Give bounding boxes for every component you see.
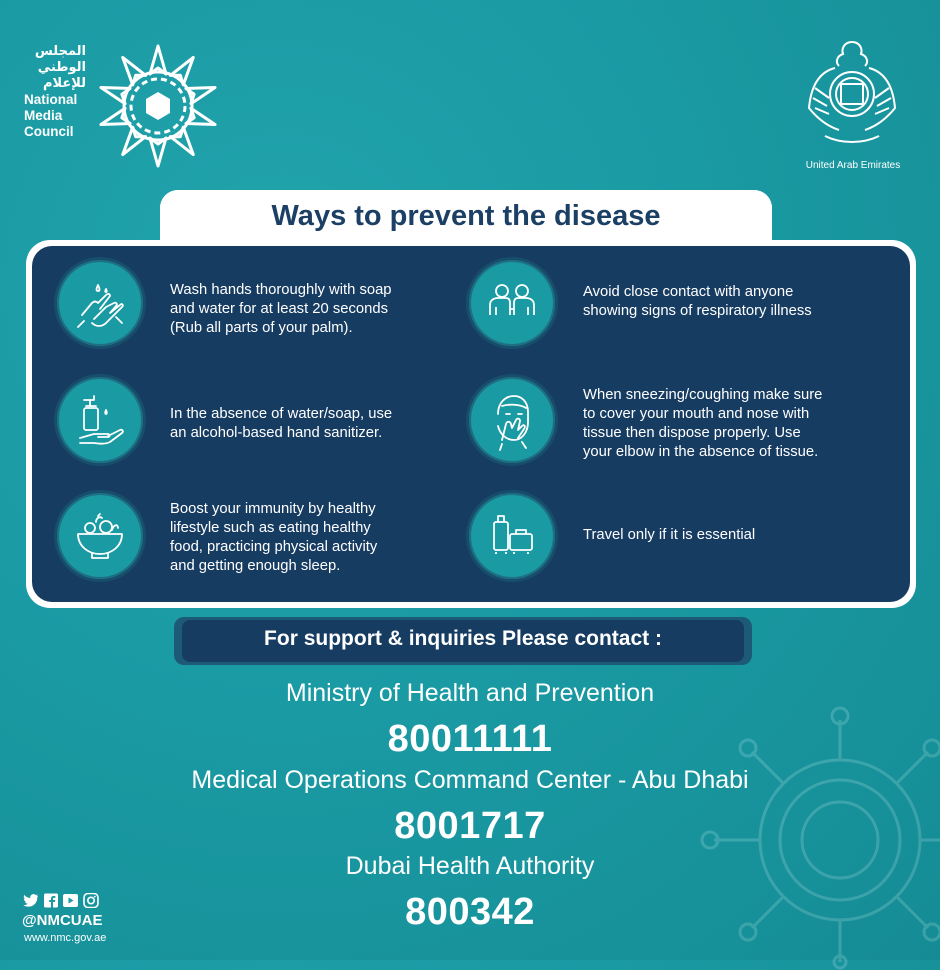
tip-5-line-2: lifestyle such as eating healthy — [170, 520, 371, 536]
tip-4-icon-circle — [466, 374, 558, 466]
nmc-star-logo-icon — [90, 38, 226, 174]
tip-3-line-1: In the absence of water/soap, use — [170, 406, 393, 422]
contact-number-3[interactable]: 800342 — [405, 891, 535, 933]
page-title: Ways to prevent the disease — [271, 200, 661, 232]
contact-heading: For support & inquiries Please contact : — [264, 627, 662, 650]
twitter-icon[interactable] — [22, 893, 39, 908]
people-distance-icon — [466, 257, 558, 349]
tip-4-line-2: to cover your mouth and nose with — [583, 406, 810, 422]
uae-label: United Arab Emirates — [805, 160, 901, 171]
tip-4-line-1: When sneezing/coughing make sure — [583, 387, 823, 403]
tip-5-line-4: and getting enough sleep. — [170, 558, 341, 574]
hand-washing-icon — [54, 257, 146, 349]
nmc-english-line-2: Media — [24, 108, 63, 123]
tip-2-text — [583, 283, 812, 321]
uae-emblem-icon — [805, 38, 899, 148]
tip-3-text — [170, 405, 392, 443]
contact-org-2: Medical Operations Command Center - Abu Dhabi — [191, 766, 749, 794]
healthy-food-bowl-icon — [54, 490, 146, 582]
youtube-icon[interactable] — [62, 893, 79, 908]
contact-org-1: Ministry of Health and Prevention — [285, 679, 655, 707]
tip-3-line-2: an alcohol-based hand sanitizer. — [170, 425, 383, 441]
tip-6-text — [583, 526, 755, 545]
nmc-english-line-3: Council — [24, 124, 74, 139]
contact-number-1[interactable]: 80011111 — [387, 718, 553, 760]
tip-1-line-1: Wash hands thoroughly with soap — [170, 282, 392, 298]
hand-sanitizer-icon — [54, 374, 146, 466]
tip-2-line-1: Avoid close contact with anyone — [583, 284, 794, 300]
nmc-logo-text — [24, 44, 86, 140]
tip-1-icon-circle — [54, 257, 146, 349]
contact-number-2[interactable]: 8001717 — [394, 805, 546, 847]
instagram-icon[interactable] — [82, 893, 99, 908]
luggage-icon — [466, 490, 558, 582]
tip-1-text — [170, 281, 392, 338]
tip-4-line-3: tissue then dispose properly. Use — [583, 425, 801, 441]
tip-4-text — [583, 386, 822, 462]
tip-5-text — [170, 500, 377, 576]
tip-5-line-1: Boost your immunity by healthy — [170, 501, 376, 517]
tip-5-icon-circle — [54, 490, 146, 582]
tip-4-line-4: your elbow in the absence of tissue. — [583, 444, 819, 460]
social-links — [22, 893, 99, 908]
social-handle[interactable]: @NMCUAE — [22, 912, 103, 929]
nmc-english-line-1: National — [24, 92, 78, 107]
facebook-icon[interactable] — [42, 893, 59, 908]
sneeze-cover-icon — [466, 374, 558, 466]
website-link[interactable]: www.nmc.gov.ae — [24, 932, 107, 944]
tip-5-line-3: food, practicing physical activity — [170, 539, 378, 555]
nmc-arabic-line-1: المجلس — [34, 44, 86, 59]
tip-1-line-2: and water for at least 20 seconds — [170, 301, 388, 317]
contact-org-3: Dubai Health Authority — [345, 852, 595, 880]
nmc-arabic-line-3: للإعلام — [42, 76, 86, 91]
tip-2-icon-circle — [466, 257, 558, 349]
tip-1-line-3: (Rub all parts of your palm). — [170, 320, 353, 336]
tip-3-icon-circle — [54, 374, 146, 466]
nmc-arabic-line-2: الوطني — [37, 60, 86, 75]
tip-6-line-1: Travel only if it is essential — [583, 527, 756, 543]
tip-6-icon-circle — [466, 490, 558, 582]
tip-2-line-2: showing signs of respiratory illness — [583, 303, 812, 319]
